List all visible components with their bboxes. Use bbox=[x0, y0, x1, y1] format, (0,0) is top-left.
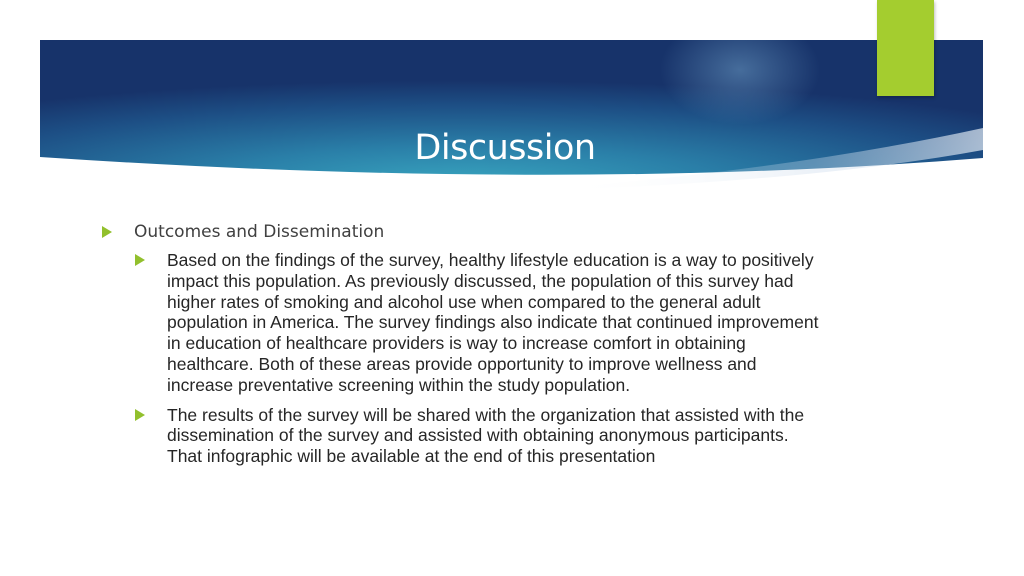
triangle-bullet-icon bbox=[102, 226, 112, 238]
bullet-item-outcomes bbox=[102, 220, 842, 244]
slide-content bbox=[102, 220, 842, 467]
banner-graphic bbox=[40, 40, 983, 192]
sub-bullet-findings bbox=[135, 250, 827, 396]
sub-bullet-text: Based on the findings of the survey, healthy lifestyle education is a way to positively impact this population. As previously discussed, the population of this survey had higher rates of smoking and alcohol use when compared to the general adult population in America. The survey findings also indicate that continued improvement in education of healthcare providers is way to increase comfort in obtaining healthcare. Both of these areas provide opportunity to improve wellness and increase preventative screening within the study population. bbox=[167, 250, 819, 395]
sub-bullet-results bbox=[135, 405, 827, 467]
accent-tab bbox=[877, 0, 934, 96]
page-title: Discussion bbox=[414, 128, 596, 168]
triangle-bullet-icon bbox=[135, 254, 145, 266]
bullet-text: Outcomes and Dissemination bbox=[134, 222, 385, 242]
sub-bullet-text: The results of the survey will be shared with the organization that assisted with the dissemination of the survey and assisted with obtaining anonymous participants. That infographic will be available at the end of this presentation bbox=[167, 404, 805, 467]
title-banner bbox=[40, 40, 983, 192]
triangle-bullet-icon bbox=[135, 409, 145, 421]
